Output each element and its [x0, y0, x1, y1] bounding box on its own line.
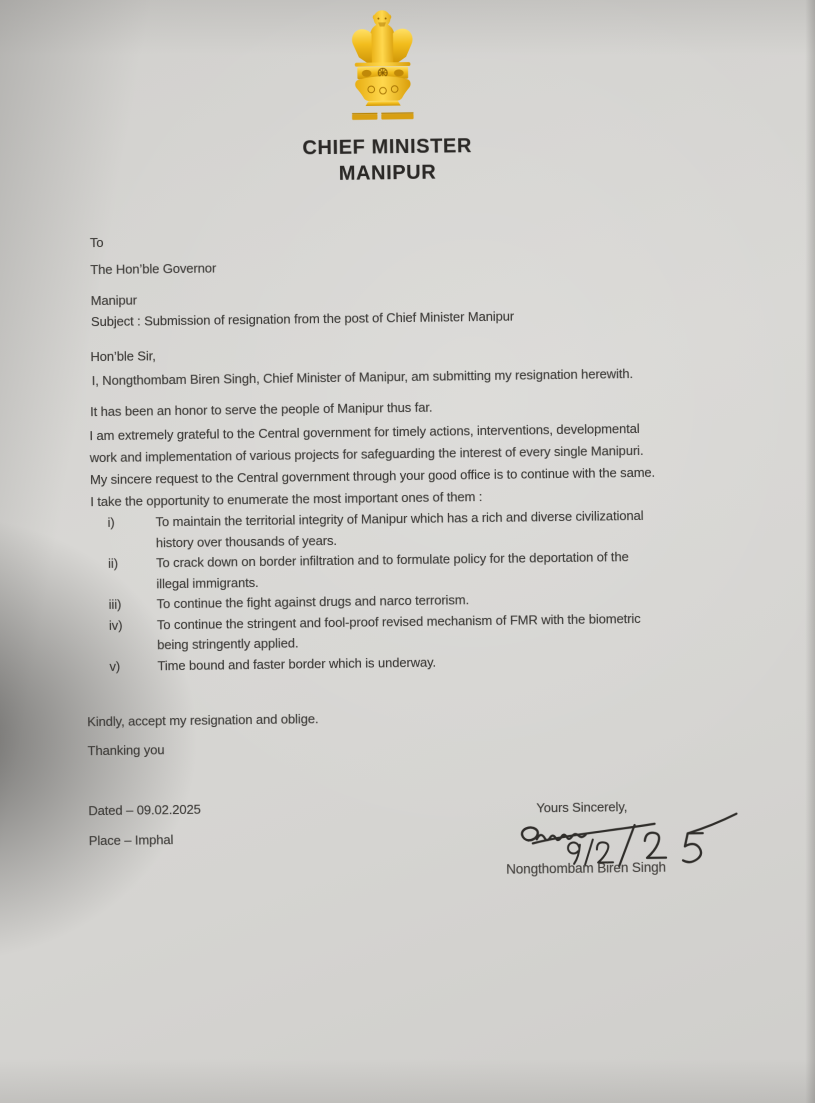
- list-item-text: To crack down on border infiltration and to formulate policy for the deportation of the: [156, 549, 629, 571]
- paragraph-honor: It has been an honor to serve the people of Manipur thus far.: [90, 399, 433, 420]
- letterhead-office: CHIEF MINISTER: [302, 135, 473, 160]
- list-item-text: being stringently applied.: [157, 635, 299, 653]
- list-item-text: To continue the fight against drugs and narco terrorism.: [156, 592, 470, 612]
- recipient-to-label: To: [89, 234, 104, 251]
- national-emblem-icon: [337, 8, 429, 128]
- valediction: Yours Sincerely,: [536, 799, 628, 816]
- subject-line: Subject : Submission of resignation from the post of Chief Minister Manipur: [90, 308, 515, 330]
- list-item-marker: iii): [108, 596, 122, 612]
- emblem-motto-script: [352, 112, 414, 120]
- closing-thanks: Thanking you: [87, 742, 165, 759]
- closing-request: Kindly, accept my resignation and oblige.: [87, 711, 319, 730]
- list-item-marker: v): [109, 658, 121, 674]
- letterhead-state: MANIPUR: [338, 161, 437, 185]
- list-item-text: To maintain the territorial integrity of Manipur which has a rich and diverse civilizational: [155, 507, 644, 530]
- greeting: Hon’ble Sir,: [90, 348, 156, 365]
- enumerated-points-list: [107, 505, 729, 677]
- place-line: Place – Imphal: [88, 832, 174, 849]
- list-item-text: Time bound and faster border which is underway.: [157, 654, 437, 673]
- list-item-text: illegal immigrants.: [156, 574, 259, 591]
- letterhead: [0, 129, 795, 192]
- list-item-text: history over thousands of years.: [155, 532, 338, 550]
- date-line: Dated – 09.02.2025: [88, 801, 201, 819]
- paragraph-gratitude-line: My sincere request to the Central government through your good office is to continue with the same.: [89, 464, 656, 488]
- paragraph-gratitude-line: I am extremely grateful to the Central government for timely actions, interventions, developmental: [89, 420, 640, 444]
- paragraph-gratitude-line: work and implementation of various projects for safeguarding the interest of every single Manipuri.: [89, 442, 644, 466]
- paragraph-resignation: I, Nongthombam Biren Singh, Chief Minister of Manipur, am submitting my resignation herewith.: [91, 366, 634, 389]
- list-item-text: To continue the stringent and fool-proof revised mechanism of FMR with the biometric: [156, 610, 641, 632]
- paragraph-gratitude: [89, 417, 740, 514]
- paragraph-gratitude-line: I take the opportunity to enumerate the most important ones of them :: [90, 489, 483, 510]
- recipient-line1: The Hon’ble Governor: [90, 260, 217, 278]
- list-item-marker: i): [107, 514, 115, 530]
- list-item-marker: ii): [108, 555, 119, 571]
- signatory-name: Nongthombam Biren Singh: [506, 859, 667, 877]
- recipient-line2: Manipur: [90, 292, 138, 309]
- list-item-marker: iv): [108, 617, 123, 633]
- recipient-block: [90, 232, 217, 309]
